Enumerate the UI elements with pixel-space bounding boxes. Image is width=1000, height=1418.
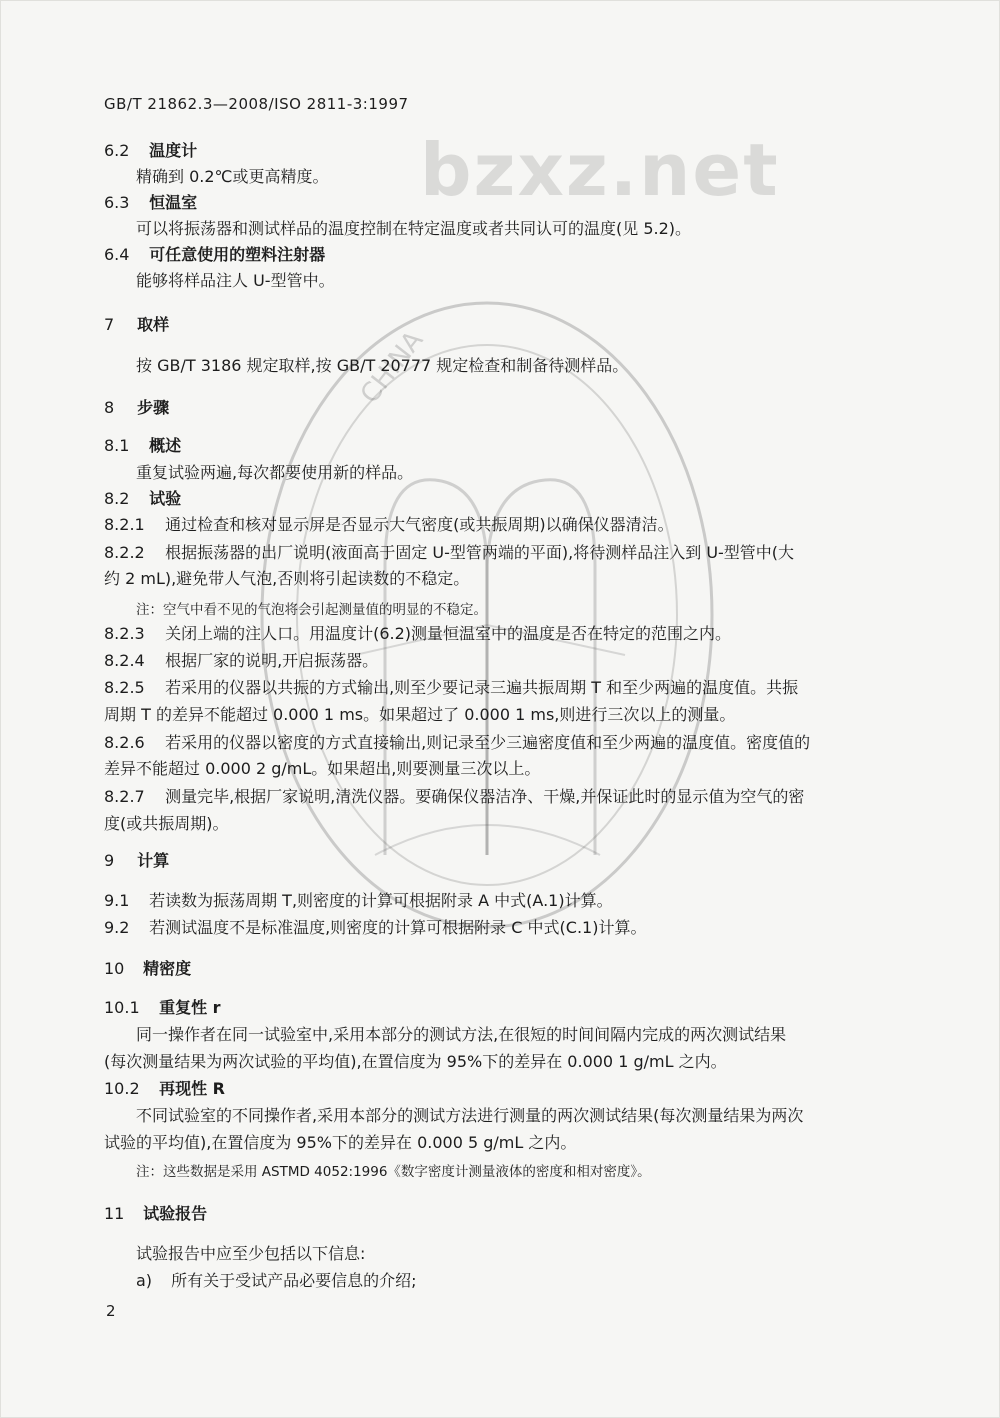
subclause [104,515,674,535]
section-number: 10 [104,959,125,978]
subclause-number: 8.2.2 [104,543,145,562]
subclause-text: 关闭上端的注人口。用温度计(6.2)测量恒温室中的温度是否在特定的范围之内。 [165,624,732,643]
section-title: 计算 [137,851,170,870]
subclause-text: 若采用的仪器以共振的方式输出,则至少要记录三遍共振周期 T 和至少两遍的温度值。共振 [165,678,799,697]
clause-heading [104,141,197,161]
clause-title: 再现性 R [159,1079,225,1098]
paragraph-continuation: 度(或共振周期)。 [104,814,229,833]
clause-title: 可任意使用的塑料注射器 [149,245,326,264]
section-number: 7 [104,315,115,334]
subclause-number: 8.2.4 [104,651,145,670]
paragraph-continuation: 差异不能超过 0.000 2 g/mL。如果超出,则要测量三次以上。 [104,759,541,778]
subclause-number: 8.2.1 [104,515,145,534]
clause-text: 若测试温度不是标准温度,则密度的计算可根据附录 C 中式(C.1)计算。 [149,918,647,937]
section-heading [104,398,169,418]
subclause-number: 8.2.3 [104,624,145,643]
page-number: 2 [106,1302,116,1320]
clause-title: 试验 [149,489,182,508]
clause-number: 10.2 [104,1079,140,1098]
subclause-number: 8.2.7 [104,787,145,806]
section-number: 8 [104,398,115,417]
clause-heading [104,245,325,265]
paragraph: 按 GB/T 3186 规定取样,按 GB/T 20777 规定检查和制备待测样品。 [136,356,629,375]
paragraph: 试验报告中应至少包括以下信息: [136,1244,366,1263]
subclause-number: 8.2.6 [104,733,145,752]
subclause [104,624,731,644]
clause-number: 10.1 [104,998,140,1017]
paragraph-continuation: 约 2 mL),避免带人气泡,否则将引起读数的不稳定。 [104,569,470,588]
subclause-text: 根据振荡器的出厂说明(液面高于固定 U-型管两端的平面),将待测样品注入到 U-型管中(大 [165,543,795,562]
subclause [104,678,798,698]
clause-title: 重复性 r [159,998,221,1017]
clause-text: 若读数为振荡周期 T,则密度的计算可根据附录 A 中式(A.1)计算。 [149,891,613,910]
paragraph: 精确到 0.2℃或更高精度。 [136,167,329,186]
section-number: 9 [104,851,115,870]
clause-title: 恒温室 [149,193,198,212]
section-heading [104,959,191,979]
clause-number: 6.2 [104,141,130,160]
subclause-text: 通过检查和核对显示屏是否显示大气密度(或共振周期)以确保仪器清洁。 [165,515,674,534]
list-item-text: 所有关于受试产品必要信息的介绍; [171,1271,417,1290]
running-header: GB/T 21862.3—2008/ISO 2811-3:1997 [104,95,409,113]
clause-number: 9.1 [104,891,130,910]
subclause-number: 8.2.5 [104,678,145,697]
note: 注：空气中看不见的气泡将会引起测量值的明显的不稳定。 [136,602,487,618]
note: 注：这些数据是采用 ASTMD 4052:1996《数字密度计测量液体的密度和相对密度》。 [136,1164,651,1180]
stamp-label: CHINA [354,325,430,410]
subclause-text: 测量完毕,根据厂家说明,清洗仪器。要确保仪器洁净、干燥,并保证此时的显示值为空气的密 [165,787,805,806]
section-number: 11 [104,1204,125,1223]
subclause [104,651,378,671]
subclause [104,543,794,563]
clause-number: 9.2 [104,918,130,937]
section-title: 步骤 [137,398,170,417]
paragraph: 能够将样品注人 U-型管中。 [136,271,335,290]
paragraph-continuation: 试验的平均值),在置信度为 95%下的差异在 0.000 5 g/mL 之内。 [104,1133,577,1152]
clause-number: 8.2 [104,489,130,508]
paragraph: 可以将振荡器和测试样品的温度控制在特定温度或者共同认可的温度(见 5.2)。 [136,219,692,238]
clause-title: 概述 [149,436,182,455]
section-heading [104,1204,207,1224]
section-title: 精密度 [143,959,192,978]
clause-number: 6.4 [104,245,130,264]
clause-heading [104,1079,225,1099]
subclause [104,733,810,753]
section-title: 试验报告 [143,1204,208,1223]
clause-heading [104,998,221,1018]
subclause-text: 若采用的仪器以密度的方式直接输出,则记录至少三遍密度值和至少两遍的温度值。密度值的 [165,733,811,752]
paragraph: 不同试验室的不同操作者,采用本部分的测试方法进行测量的两次测试结果(每次测量结果为两次 [136,1106,804,1125]
paragraph: 同一操作者在同一试验室中,采用本部分的测试方法,在很短的时间间隔内完成的两次测试结果 [136,1025,787,1044]
clause-title: 温度计 [149,141,198,160]
paragraph-continuation: (每次测量结果为两次试验的平均值),在置信度为 95%下的差异在 0.000 1 g/mL 之内。 [104,1052,727,1071]
clause [104,891,613,911]
list-marker: a) [136,1271,153,1290]
clause-heading [104,436,181,456]
section-heading [104,851,169,871]
clause-number: 8.1 [104,436,130,455]
subclause [104,787,804,807]
list-item [136,1271,417,1291]
section-heading [104,315,169,335]
paragraph: 重复试验两遍,每次都要使用新的样品。 [136,463,414,482]
clause-number: 6.3 [104,193,130,212]
clause-heading [104,489,181,509]
section-title: 取样 [137,315,170,334]
clause-heading [104,193,197,213]
watermark: bzxz.net [420,128,780,212]
subclause-text: 根据厂家的说明,开启振荡器。 [165,651,379,670]
clause [104,918,646,938]
paragraph-continuation: 周期 T 的差异不能超过 0.000 1 ms。如果超过了 0.000 1 ms,则进行三次以上的测量。 [104,705,736,724]
